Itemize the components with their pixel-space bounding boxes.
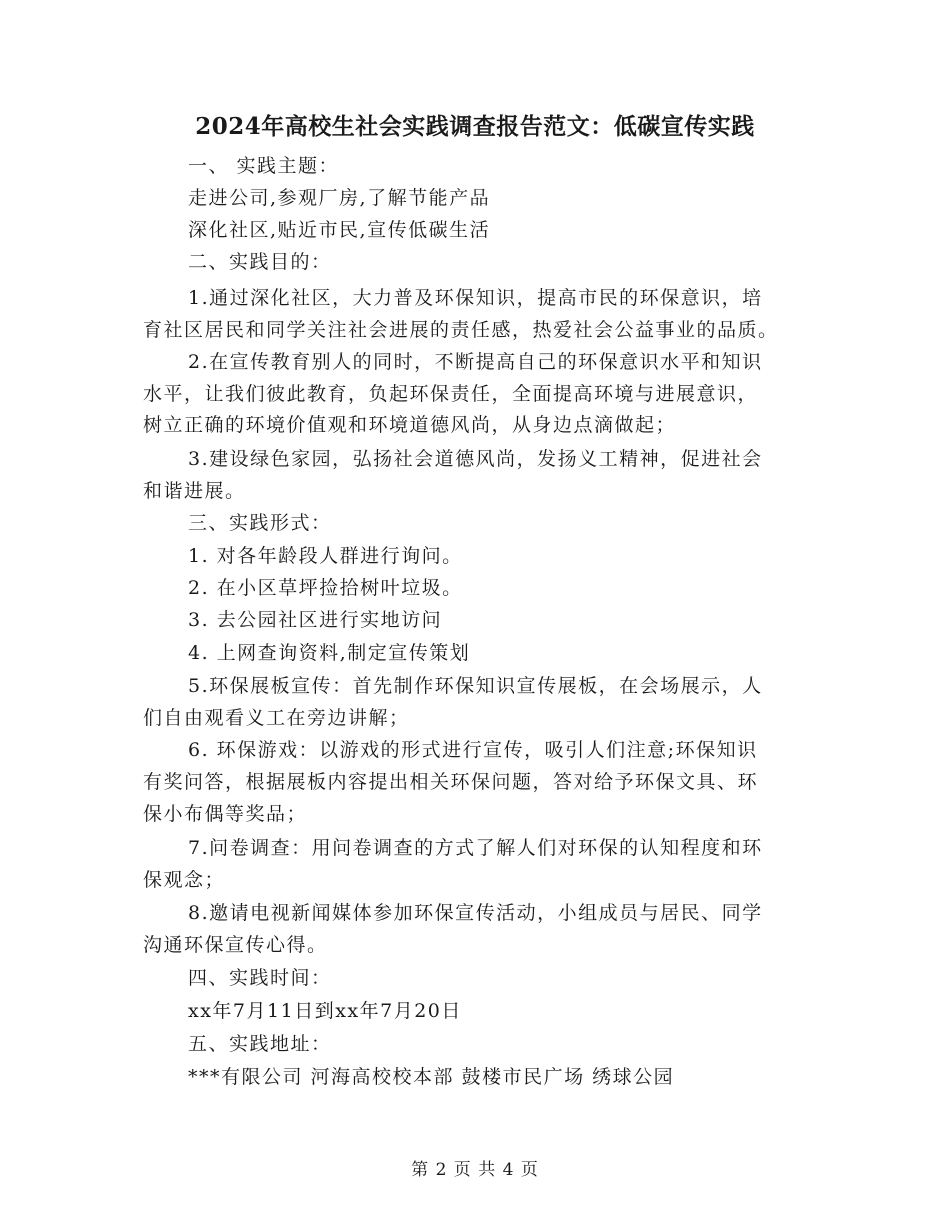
form-item-6-line-1: 6. 环保游戏：以游戏的形式进行宣传，吸引人们注意;环保知识 [188,739,758,761]
time-value: xx年7月11日到xx年7月20日 [188,1000,462,1022]
purpose-3-line-1: 3.建设绿色家园，弘扬社会道德风尚，发扬义工精神，促进社会 [188,448,763,470]
section-heading-time: 四、实践时间： [188,967,332,989]
document-title: 2024年高校生社会实践调查报告范文：低碳宣传实践 [195,113,755,140]
section-heading-form: 三、实践形式： [188,512,332,534]
theme-line-2: 深化社区,贴近市民,宣传低碳生活 [188,219,491,241]
form-item-8-line-1: 8.邀请电视新闻媒体参加环保宣传活动，小组成员与居民、同学 [188,902,763,924]
section-heading-theme: 一、 实践主题： [188,155,340,177]
section-heading-location: 五、实践地址： [188,1033,332,1055]
form-item-5-line-1: 5.环保展板宣传：首先制作环保知识宣传展板，在会场展示，人 [188,675,763,697]
form-item-2: 2. 在小区草坪捡拾树叶垃圾。 [188,577,463,599]
purpose-1-line-2: 育社区居民和同学关注社会进展的责任感，热爱社会公益事业的品质。 [143,319,779,341]
purpose-2-line-2: 水平，让我们彼此教育，负起环保责任，全面提高环境与进展意识， [143,383,759,405]
location-value: ***有限公司 河海高校校本部 鼓楼市民广场 绣球公园 [188,1066,675,1088]
theme-line-1: 走进公司,参观厂房,了解节能产品 [188,187,491,209]
section-heading-purpose: 二、实践目的： [188,251,332,273]
form-item-5-line-2: 们自由观看义工在旁边讲解； [143,707,410,729]
form-item-7-line-1: 7.问卷调查：用问卷调查的方式了解人们对环保的认知程度和环 [188,837,763,859]
page-number-footer: 第 2 页 共 4 页 [411,1160,539,1180]
form-item-8-line-2: 沟通环保宣传心得。 [143,934,328,956]
form-item-3: 3. 去公园社区进行实地访问 [188,609,443,631]
form-item-7-line-2: 保观念； [143,869,226,891]
purpose-2-line-1: 2.在宣传教育别人的同时，不断提高自己的环保意识水平和知识 [188,351,763,373]
purpose-1-line-1: 1.通过深化社区，大力普及环保知识，提高市民的环保意识，培 [188,287,763,309]
form-item-4: 4. 上网查询资料,制定宣传策划 [188,642,471,664]
purpose-2-line-3: 树立正确的环境价值观和环境道德风尚，从身边点滴做起； [143,414,677,436]
form-item-6-line-2: 有奖问答，根据展板内容提出相关环保问题，答对给予环保文具、环 [143,771,759,793]
form-item-1: 1. 对各年龄段人群进行询问。 [188,545,463,567]
form-item-6-line-3: 保小布偶等奖品； [143,803,308,825]
purpose-3-line-2: 和谐进展。 [143,480,246,502]
